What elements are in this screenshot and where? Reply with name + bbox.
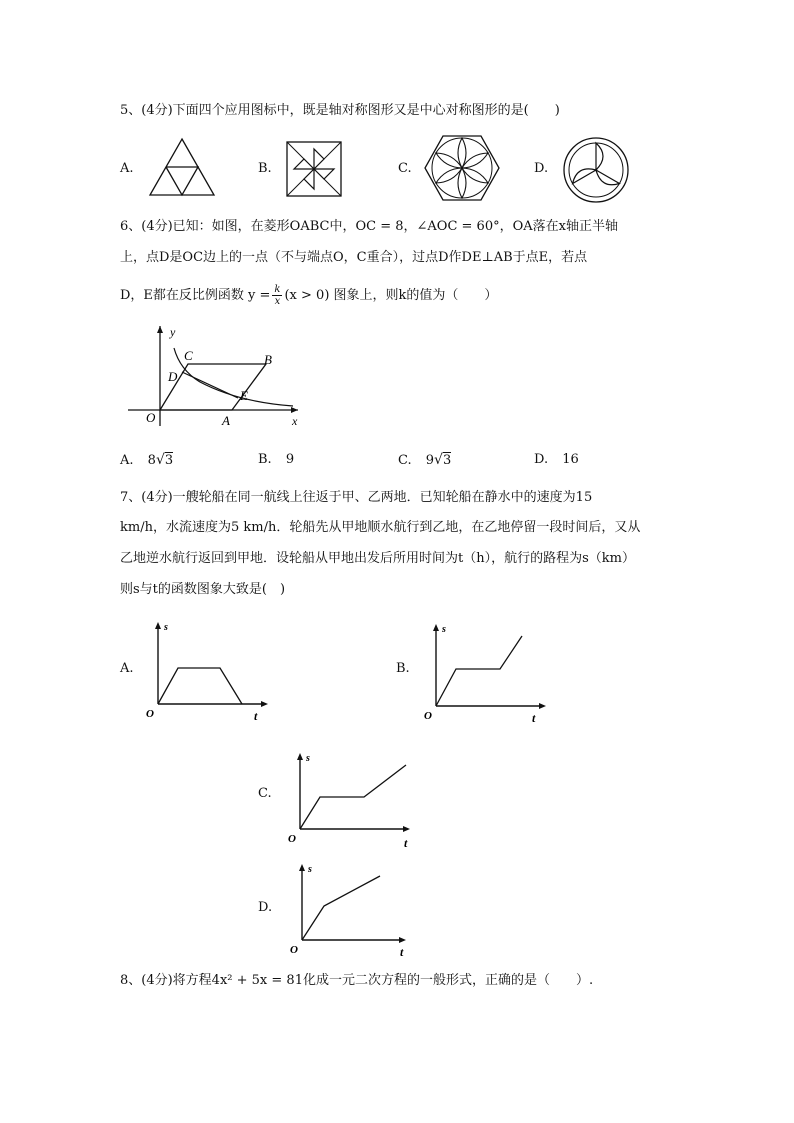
- q5-option-b-label: B.: [258, 161, 272, 176]
- q6-option-c: [398, 452, 451, 468]
- q6-label-c: C: [184, 348, 193, 363]
- q6-line-3-post: (x > 0) 图象上，则k的值为（ ）: [284, 287, 498, 303]
- q6-option-c-value: 9: [425, 453, 435, 468]
- q7-option-b-origin-label: O: [424, 710, 432, 722]
- q7-option-c-path: [300, 765, 406, 829]
- q6-label-d: D: [168, 369, 178, 384]
- q5-option-d-label: D.: [534, 161, 549, 176]
- q5-option-a-label: A.: [120, 161, 134, 176]
- q6-line-1: 6、(4分)已知：如图，在菱形OABC中，OC = 8，∠AOC = 60°，OA落在x轴正半轴: [120, 219, 618, 234]
- q6-label-a: A: [222, 413, 230, 428]
- q6-fraction: [272, 284, 282, 307]
- q6-option-d: [534, 452, 579, 467]
- q7-option-b-graph: [424, 622, 554, 726]
- q6-option-c-letter: C.: [398, 453, 412, 468]
- q7-option-a-s-label: s: [164, 622, 168, 633]
- q6-option-b-value: 9: [285, 452, 295, 467]
- q7-option-c-s-label: s: [306, 753, 310, 764]
- q7-option-d-label: D.: [258, 900, 273, 915]
- q6-rhombus-figure: [128, 322, 308, 432]
- q7-option-b-path: [436, 636, 522, 706]
- q6-label-y: y: [170, 325, 176, 339]
- q6-option-a: [120, 452, 173, 468]
- q7-option-c-t-label: t: [404, 836, 408, 850]
- q6-option-a-letter: A.: [120, 453, 134, 468]
- q6-option-d-letter: D.: [534, 452, 549, 467]
- q6-line-3-pre: D，E都在反比例函数 y =: [120, 287, 271, 303]
- q6-option-a-radical-icon: √: [155, 452, 165, 468]
- q6-line-3: [120, 284, 497, 307]
- q5-option-c-flower-hexagon-icon: [424, 134, 500, 202]
- q7-option-c-label: C.: [258, 786, 272, 801]
- q5-option-b-pinwheel-icon: [286, 141, 342, 197]
- q7-line-4: 则s与t的函数图象大致是( ): [120, 582, 286, 597]
- q7-option-b-label: B.: [396, 661, 410, 676]
- q6-option-c-radical-icon: √: [434, 452, 443, 468]
- q7-line-1: 7、(4分)一艘轮船在同一航线上往返于甲、乙两地．已知轮船在静水中的速度为15: [120, 490, 593, 505]
- q5-option-c-label: C.: [398, 161, 412, 176]
- q6-label-o: O: [146, 410, 156, 425]
- q7-option-c-origin-label: O: [288, 833, 296, 845]
- q7-option-d-graph: [290, 862, 420, 962]
- q7-line-3: 乙地逆水航行返回到甲地．设轮船从甲地出发后所用时间为t（h），航行的路程为s（km）: [120, 551, 635, 566]
- q6-label-e: E: [240, 388, 248, 403]
- q7-option-d-t-label: t: [400, 945, 404, 959]
- q7-option-c-graph: [288, 751, 418, 851]
- q7-option-d-origin-label: O: [290, 944, 298, 956]
- q6-option-b-letter: B.: [258, 452, 272, 467]
- q6-option-d-value: 16: [562, 452, 579, 467]
- q7-option-a-path: [158, 668, 242, 704]
- q6-option-a-value: 8: [147, 453, 156, 468]
- q6-label-x: x: [292, 414, 298, 428]
- q7-line-2: km/h，水流速度为5 km/h．轮船先从甲地顺水航行到乙地，在乙地停留一段时间后，又从: [120, 520, 641, 535]
- q6-option-c-radicand: 3: [442, 453, 452, 468]
- q7-option-b-s-label: s: [442, 624, 446, 635]
- q6-line-2: 上，点D是OC边上的一点（不与端点O，C重合），过点D作DE⊥AB于点E，若点: [120, 250, 588, 265]
- q7-option-b-t-label: t: [532, 711, 536, 725]
- q7-option-d-s-label: s: [308, 864, 312, 875]
- q7-option-a-graph: [146, 620, 276, 724]
- q7-option-a-origin-label: O: [146, 708, 154, 720]
- q5-stem: 5、(4分)下面四个应用图标中，既是轴对称图形又是中心对称图形的是( ): [120, 103, 560, 118]
- q6-fraction-numerator: k: [274, 284, 281, 295]
- q7-option-a-t-label: t: [254, 709, 258, 723]
- q5-option-d-tri-blade-circle-icon: [562, 136, 630, 204]
- q7-option-a-label: A.: [120, 661, 134, 676]
- q8-stem: 8、(4分)将方程4x² + 5x = 81化成一元二次方程的一般形式，正确的是（ ）.: [120, 973, 594, 988]
- q6-label-b: B: [264, 352, 272, 367]
- q7-option-d-path: [302, 876, 380, 940]
- q6-fraction-denominator: x: [274, 296, 281, 307]
- q6-option-b: [258, 452, 294, 467]
- q6-segment-de: [182, 372, 238, 398]
- q5-option-a-triangle-icon: [148, 137, 216, 197]
- q6-option-a-radicand: 3: [164, 453, 174, 468]
